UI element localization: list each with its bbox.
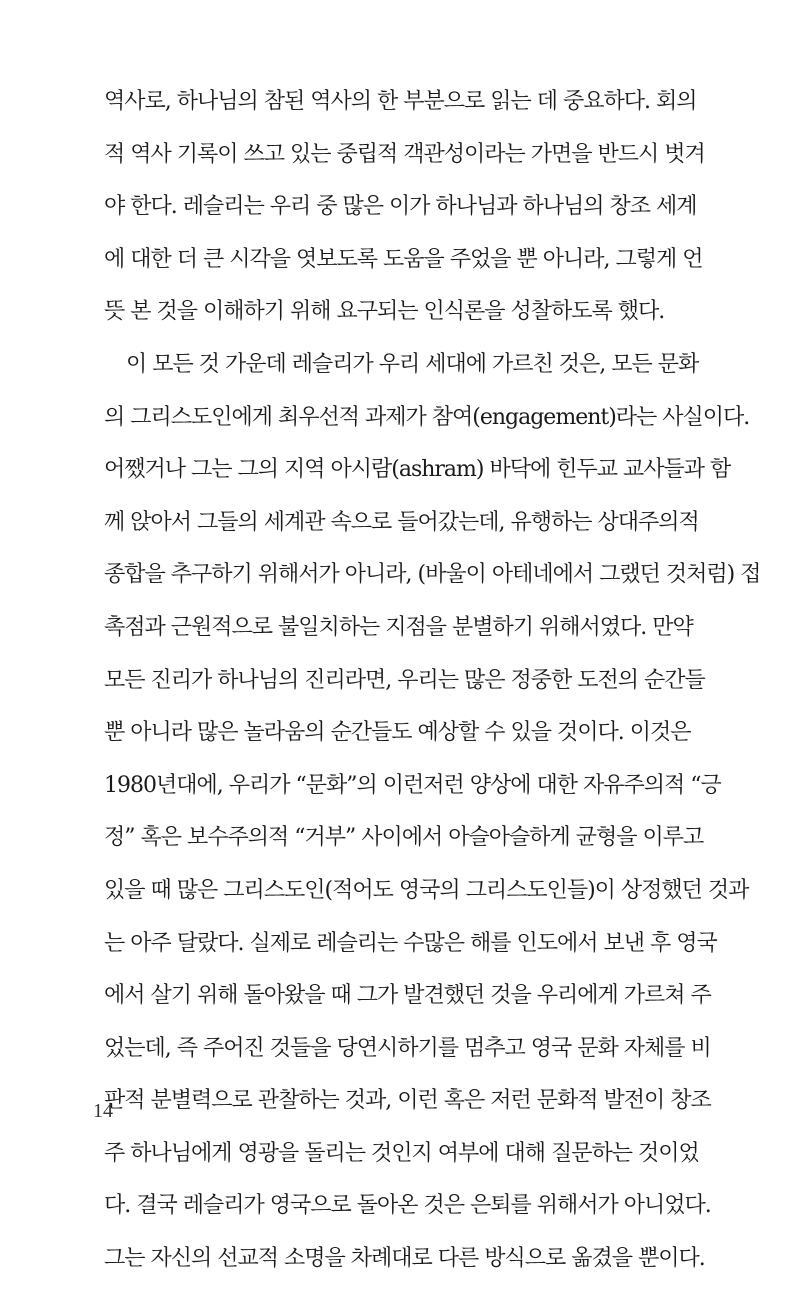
page-number: 14	[93, 1100, 113, 1122]
text-line: 종합을 추구하기 위해서가 아니라, (바울이 아테네에서 그랬던 것처럼) 접	[104, 562, 761, 588]
text-line: 모든 진리가 하나님의 진리라면, 우리는 많은 정중한 도전의 순간들	[104, 667, 705, 693]
text-line: 주 하나님에게 영광을 돌리는 것인지 여부에 대해 질문하는 것이었	[104, 1140, 699, 1166]
text-line: 정” 혹은 보수주의적 “거부” 사이에서 아슬아슬하게 균형을 이루고	[104, 825, 704, 851]
text-line: 역사로, 하나님의 참된 역사의 한 부분으로 읽는 데 중요하다. 회의	[104, 89, 697, 114]
text-line: 는 아주 달랐다. 실제로 레슬리는 수많은 해를 인도에서 보낸 후 영국	[104, 930, 717, 956]
text-line: 1980년대에, 우리가 “문화”의 이런저런 양상에 대한 자유주의적 “긍	[104, 772, 721, 798]
text-line: 뜻 본 것을 이해하기 위해 요구되는 인식론을 성찰하도록 했다.	[104, 299, 665, 325]
text-line: 에 대한 더 큰 시각을 엿보도록 도움을 주었을 뿐 아니라, 그렇게 언	[104, 246, 703, 272]
text-line: 적 역사 기록이 쓰고 있는 중립적 객관성이라는 가면을 반드시 벗겨	[104, 141, 705, 167]
text-line: 이 모든 것 가운데 레슬리가 우리 세대에 가르친 것은, 모든 문화	[126, 351, 699, 377]
text-line: 그는 자신의 선교적 소명을 차례대로 다른 방식으로 옮겼을 뿐이다.	[104, 1246, 705, 1272]
text-line: 어쨌거나 그는 그의 지역 아시람(ashram) 바닥에 힌두교 교사들과 함	[104, 457, 731, 483]
body-text	[104, 82, 761, 1292]
text-line: 의 그리스도인에게 최우선적 과제가 참여(engagement)라는 사실이다.	[104, 404, 750, 430]
text-line: 에서 살기 위해 돌아왔을 때 그가 발견했던 것을 우리에게 가르쳐 주	[104, 983, 711, 1009]
text-line: 었는데, 즉 주어진 것들을 당연시하기를 멈추고 영국 문화 자체를 비	[104, 1035, 711, 1061]
text-line: 뿐 아니라 많은 놀라움의 순간들도 예상할 수 있을 것이다. 이것은	[104, 720, 691, 746]
text-line: 판적 분별력으로 관찰하는 것과, 이런 혹은 저런 문화적 발전이 창조	[104, 1088, 711, 1114]
text-line: 야 한다. 레슬리는 우리 중 많은 이가 하나님과 하나님의 창조 세계	[104, 194, 697, 220]
text-line: 있을 때 많은 그리스도인(적어도 영국의 그리스도인들)이 상정했던 것과	[104, 877, 749, 903]
text-line: 촉점과 근원적으로 불일치하는 지점을 분별하기 위해서였다. 만약	[104, 614, 693, 640]
text-line: 다. 결국 레슬리가 영국으로 돌아온 것은 은퇴를 위해서가 아니었다.	[104, 1193, 711, 1219]
text-line: 께 앉아서 그들의 세계관 속으로 들어갔는데, 유행하는 상대주의적	[104, 509, 699, 535]
